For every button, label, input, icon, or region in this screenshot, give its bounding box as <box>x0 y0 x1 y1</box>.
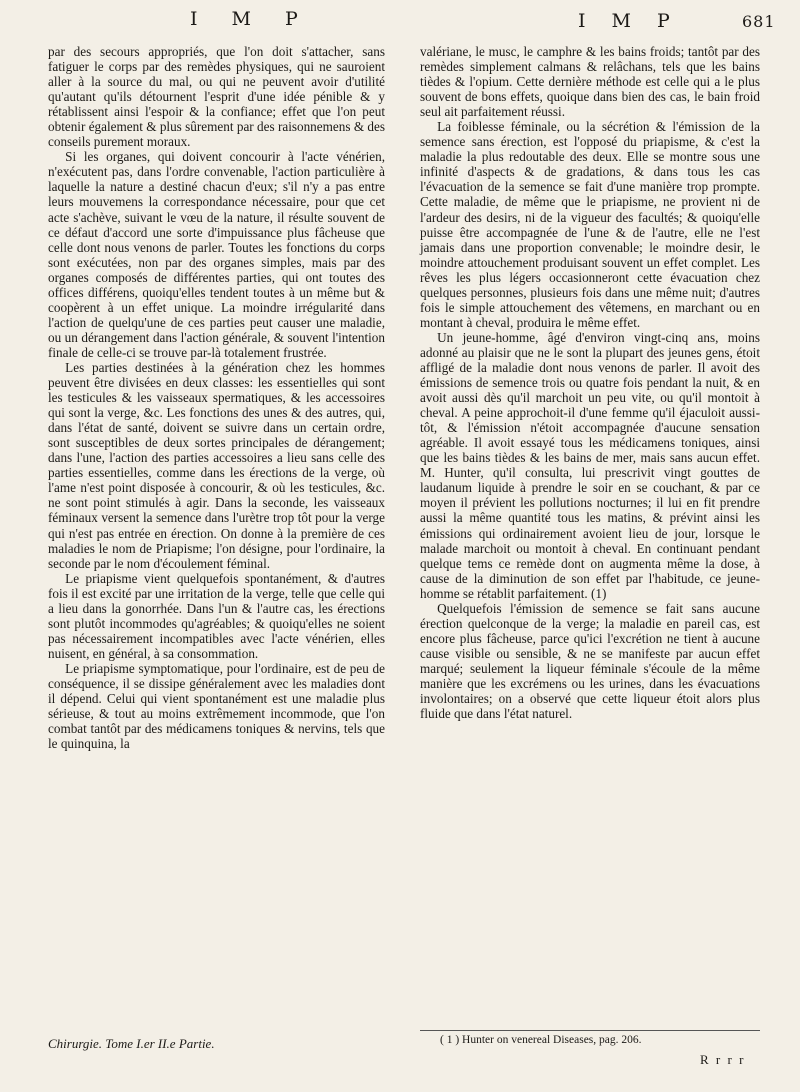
paragraph: Un jeune-homme, âgé d'environ vingt-cinq ans, moins adonné au plaisir que ne le sont la plupart des jeunes gens, étoit affligé de la maladie dont nous venons de parler. Il avoit des émissions de semence trois ou quatre fois pendant la nuit, & en avoit aussi dès qu'il marchoit un peu vite, ou qu'il montoit à cheval. A peine approchoit-il d'une femme qu'il éjaculoit aussi-tôt, & l'émission n'étoit accompagnée d'aucune sensation agréable. Il avoit essayé tous les médicamens toniques, ainsi que les bains tièdes & les bains de mer, mais sans aucun effet. M. Hunter, qu'il consulta, lui prescrivit vingt gouttes de laudanum liquide à prendre le soir en se couchant, & par ce moyen il prévient les pollutions nocturnes; il lui en fit prendre aussi la même quantité tous les matins, & prévint ainsi les émissions qui ordinairement avoient lieu de jour, lorsque le malade marchoit ou montoit à cheval. En continuant pendant quelque tems ce remède dont on augmenta même la dose, à cause de la diminution de son effet par l'habitude, ce jeune-homme se rétablit parfaitement. (1) <box>420 329 760 601</box>
footnote-rule <box>420 1030 760 1031</box>
paragraph: Le priapisme vient quelquefois spontanément, & d'autres fois il est excité par une irritation de la verge, telle que celle qui a lieu dans la gonorrhée. Dans l'un & l'autre cas, les érections sont plutôt incommodes qu'agréables; & quoiqu'elles ne soient pas nécessairement incompatibles avec l'acte vénérien, elles nuisent, en général, à sa consommation. <box>48 570 385 661</box>
footnote: ( 1 ) Hunter on venereal Diseases, pag. 206. <box>440 1034 642 1046</box>
header-right: I M P <box>578 10 680 32</box>
paragraph: valériane, le musc, le camphre & les bains froids; tantôt par des remèdes simplement calmans & relâchans, tels que les bains tièdes & l'opium. Cette dernière méthode est celle qui a le plus souvent de bons effets, quoique dans bien des cas, le bain froid seul ait parfaitement réussi. <box>420 44 760 120</box>
page-number: 681 <box>742 12 776 31</box>
running-header <box>0 8 800 42</box>
paragraph: Les parties destinées à la génération chez les hommes peuvent être divisées en deux classes: les essentielles qui sont les testicules & les vaisseaux spermatiques, & les accessoires qui sont la verge, &c. Les fonctions des unes & des autres, qui, dans l'état de santé, doivent se suivre dans un certain ordre, sont susceptibles de deux sortes principales de dérangement; dans l'une, l'action des parties accessoires a lieu sans celle des parties essentielles, comme dans les érections de la verge, où l'ame n'est point disposée à concourir, & où les testicules, &c. ne sont point stimulés à agir. Dans la seconde, les vaisseaux féminaux versent la semence dans l'urètre trop tôt pour la verge qui n'est pas entrée en érection. On donne à la première de ces maladies le nom de Priapisme; l'on désigne, pour l'ordinaire, la seconde par le nom d'écoulement féminal. <box>48 359 385 571</box>
paragraph: Le priapisme symptomatique, pour l'ordinaire, est de peu de conséquence, il se dissipe généralement avec les maladies dont il dépend. Celui qui vient spontanément est une maladie plus sérieuse, & tout au moins extrêmement incommode, que l'on combat tantôt par des médicamens toniques & nervins, tels que le quinquina, la <box>48 660 385 752</box>
left-column <box>48 44 385 751</box>
signature-mark: R r r r <box>700 1052 746 1067</box>
paragraph: Quelquefois l'émission de semence se fait sans aucune érection quelconque de la verge; la maladie en pareil cas, est encore plus fâcheuse, parce qu'ici l'excrétion ne tient à aucune cause visible ou sensible, & ne se manifeste par aucun effet marqué; seulement la liqueur féminale s'écoule de la même manière que les excrémens ou les urines, dans les évacuations involontaires; on a observé que cette liqueur étoit alors plus fluide que dans l'état naturel. <box>420 600 760 722</box>
header-left: I M P <box>190 8 312 30</box>
volume-footer: Chirurgie. Tome I.er II.e Partie. <box>48 1036 215 1051</box>
right-column <box>420 44 760 721</box>
paragraph: La foiblesse féminale, ou la sécrétion & l'émission de la semence sans érection, est l'opposé du priapisme, & c'est la maladie la plus redoutable des deux. Elle se montre sous une infinité d'aspects & de gradations, & dans tous les cas l'évacuation de la semence se fait d'une manière trop prompte. Cette maladie, de même que le priapisme, ne provient ni de l'ardeur des desirs, ni de la vigueur des facultés; & quoiqu'elle puisse être accompagnée de l'une & de l'autre, elle ne l'est jamais dans une proportion convenable; le moindre desir, le moindre attouchement produisant souvent un effet complet. Les rêves les plus légers occasionneront cette évacuation chez quelques personnes, plusieurs fois dans une même nuit; d'autres fois le simple attouchement des vêtemens, en marchant ou en montant à cheval, produira le même effet. <box>420 119 760 330</box>
paragraph: Si les organes, qui doivent concourir à l'acte vénérien, n'exécutent pas, dans l'ordre convenable, l'action particulière à laquelle la nature a destiné chacun d'eux; s'il n'y a pas entre leurs mouvemens la correspondance nécessaire, pour que cet acte s'achève, suivant le vœu de la nature, il résulte souvent de ce défaut d'accord une sorte d'impuissance plus fâcheuse que celle dont nous venons de parler. Toutes les fonctions du corps sont exécutées, non par des organes simples, mais par des organes composés de différentes parties, qui ont toutes des offices différens, quoiqu'elles tendent toutes à un même but & coopèrent à un effet unique. La moindre irrégularité dans l'action de quelqu'une de ces parties peut causer une maladie, ou un dérangement dans l'action générale, & souvent l'intention finale de celle-ci se trouve par-là totalement frustrée. <box>48 149 385 360</box>
paragraph: par des secours appropriés, que l'on doit s'attacher, sans fatiguer le corps par des remèdes physiques, qui ne sauroient aller à la source du mal, ou qui ne peuvent avoir d'utilité qu'autant qu'ils détournent l'esprit d'une idée pénible & y rétablissent ainsi l'espoir & la confiance; effet que l'on peut obtenir également & plus sûrement par des raisonnemens & des conseils purement moraux. <box>48 44 385 150</box>
